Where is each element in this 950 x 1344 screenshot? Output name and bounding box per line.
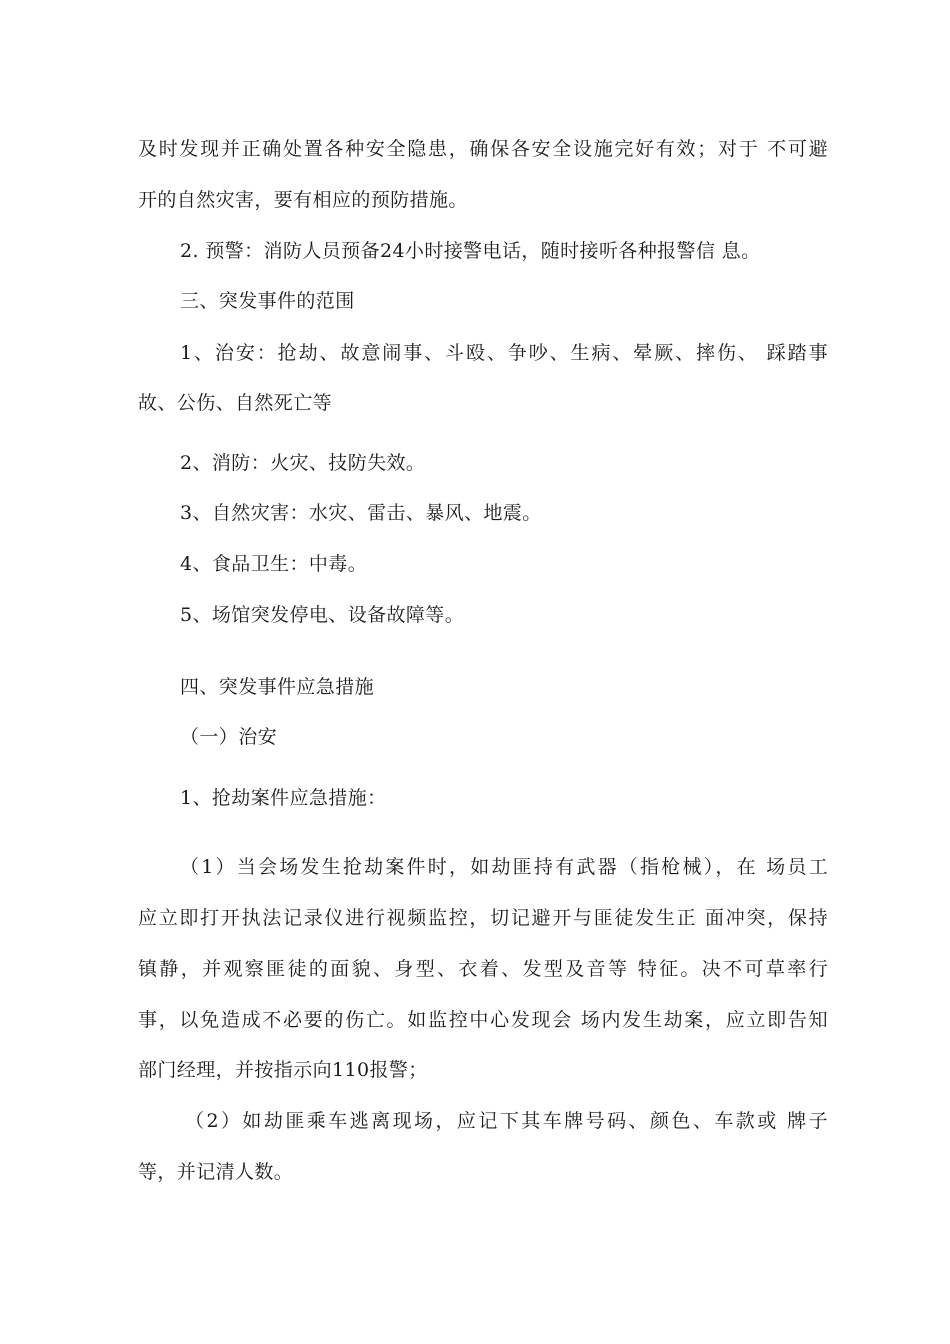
paragraph-line: 镇静，并观察匪徒的面貌、身型、衣着、发型及音等 特征。决不可草率行 [138, 958, 828, 980]
paragraph-line: 1、抢劫案件应急措施： [180, 787, 387, 809]
paragraph-line: 故、公伤、自然死亡等 [138, 392, 333, 414]
paragraph-line: 1、治安：抢劫、故意闹事、斗殴、争吵、生病、晕厥、摔伤、 踩踏事 [180, 342, 828, 364]
section-heading: 三、突发事件的范围 [180, 290, 355, 312]
section-heading: 四、突发事件应急措施 [180, 676, 375, 698]
paragraph-line: （1）当会场发生抢劫案件时，如劫匪持有武器（指枪械），在 场员工 [180, 856, 828, 878]
list-item: 4、食品卫生：中毒。 [180, 553, 368, 575]
paragraph-line: （2）如劫匪乘车逃离现场，应记下其车牌号码、颜色、车款或 牌子 [185, 1110, 828, 1132]
list-item: 5、场馆突发停电、设备故障等。 [180, 604, 465, 626]
paragraph-line: 2. 预警：消防人员预备24小时接警电话，随时接听各种报警信 息。 [180, 240, 761, 262]
paragraph-line: 开的自然灾害，要有相应的预防措施。 [138, 189, 468, 211]
list-item: 2、消防：火灾、技防失效。 [180, 452, 426, 474]
paragraph-line: 等，并记清人数。 [138, 1161, 294, 1183]
paragraph-line: 事，以免造成不必要的伤亡。如监控中心发现会 场内发生劫案，应立即告知 [138, 1009, 828, 1031]
list-item: 3、自然灾害：水灾、雷击、暴风、地震。 [180, 502, 542, 524]
paragraph-line: 部门经理，并按指示向110报警； [138, 1059, 428, 1081]
paragraph-line: 应立即打开执法记录仪进行视频监控，切记避开与匪徒发生正 面冲突，保持 [138, 907, 828, 929]
paragraph-line: 及时发现并正确处置各种安全隐患，确保各安全设施完好有效；对于 不可避 [138, 138, 828, 160]
subsection-heading: （一）治安 [180, 726, 278, 748]
